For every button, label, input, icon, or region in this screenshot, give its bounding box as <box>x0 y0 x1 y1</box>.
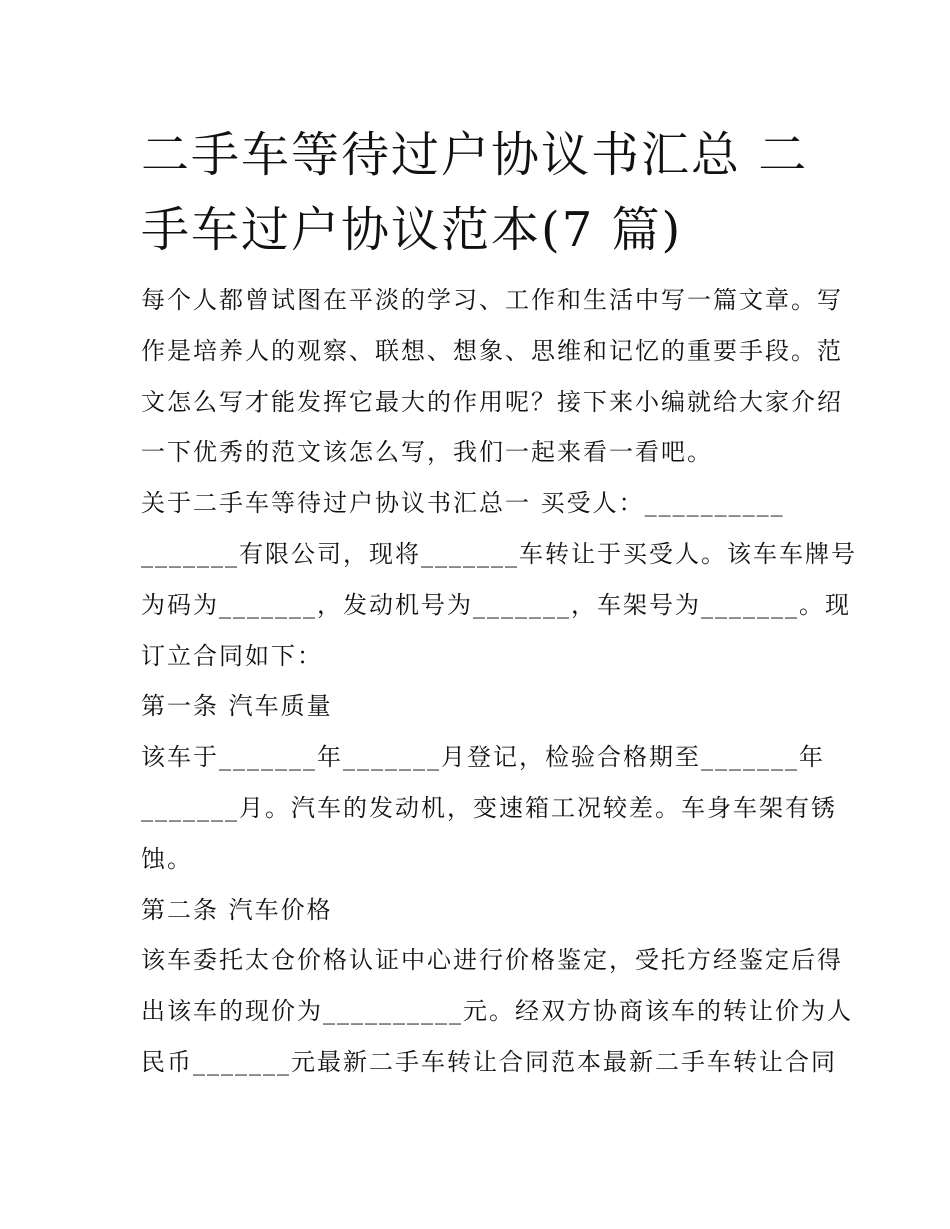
contract-line: _______有限公司，现将_______车转让于买受人。该车车牌号 <box>141 539 857 568</box>
contract-line: 该车委托太仓价格认证中心进行价格鉴定，受托方经鉴定后得 <box>141 946 843 975</box>
contract-line: 蚀。 <box>141 844 193 873</box>
section-heading: 第一条 汽车质量 <box>141 692 333 721</box>
contract-line: _______月。汽车的发动机，变速箱工况较差。车身车架有锈 <box>141 793 837 822</box>
document-body <box>141 278 857 1091</box>
title-line: 手车过户协议范本(7 篇) <box>141 202 683 258</box>
document-title <box>141 118 821 268</box>
contract-line: 关于二手车等待过户协议书汇总一 买受人：__________ <box>141 489 785 518</box>
section-heading: 第二条 汽车价格 <box>141 895 333 924</box>
contract-line: 为码为_______，发动机号为_______，车架号为_______。现 <box>141 590 851 619</box>
intro-line: 文怎么写才能发挥它最大的作用呢？接下来小编就给大家介绍 <box>141 387 843 416</box>
contract-line: 该车于_______年_______月登记，检验合格期至_______年 <box>141 743 825 772</box>
intro-line: 作是培养人的观察、联想、想象、思维和记忆的重要手段。范 <box>141 336 843 365</box>
contract-line: 订立合同如下： <box>141 641 323 670</box>
intro-line: 每个人都曾试图在平淡的学习、工作和生活中写一篇文章。写 <box>141 286 843 314</box>
contract-line: 出该车的现价为__________元。经双方协商该车的转让价为人 <box>141 997 853 1026</box>
title-line: 二手车等待过户协议书汇总 二 <box>141 127 809 183</box>
contract-line: 民币_______元最新二手车转让合同范本最新二手车转让合同 <box>141 1047 837 1076</box>
intro-line: 一下优秀的范文该怎么写，我们一起来看一看吧。 <box>141 438 713 467</box>
